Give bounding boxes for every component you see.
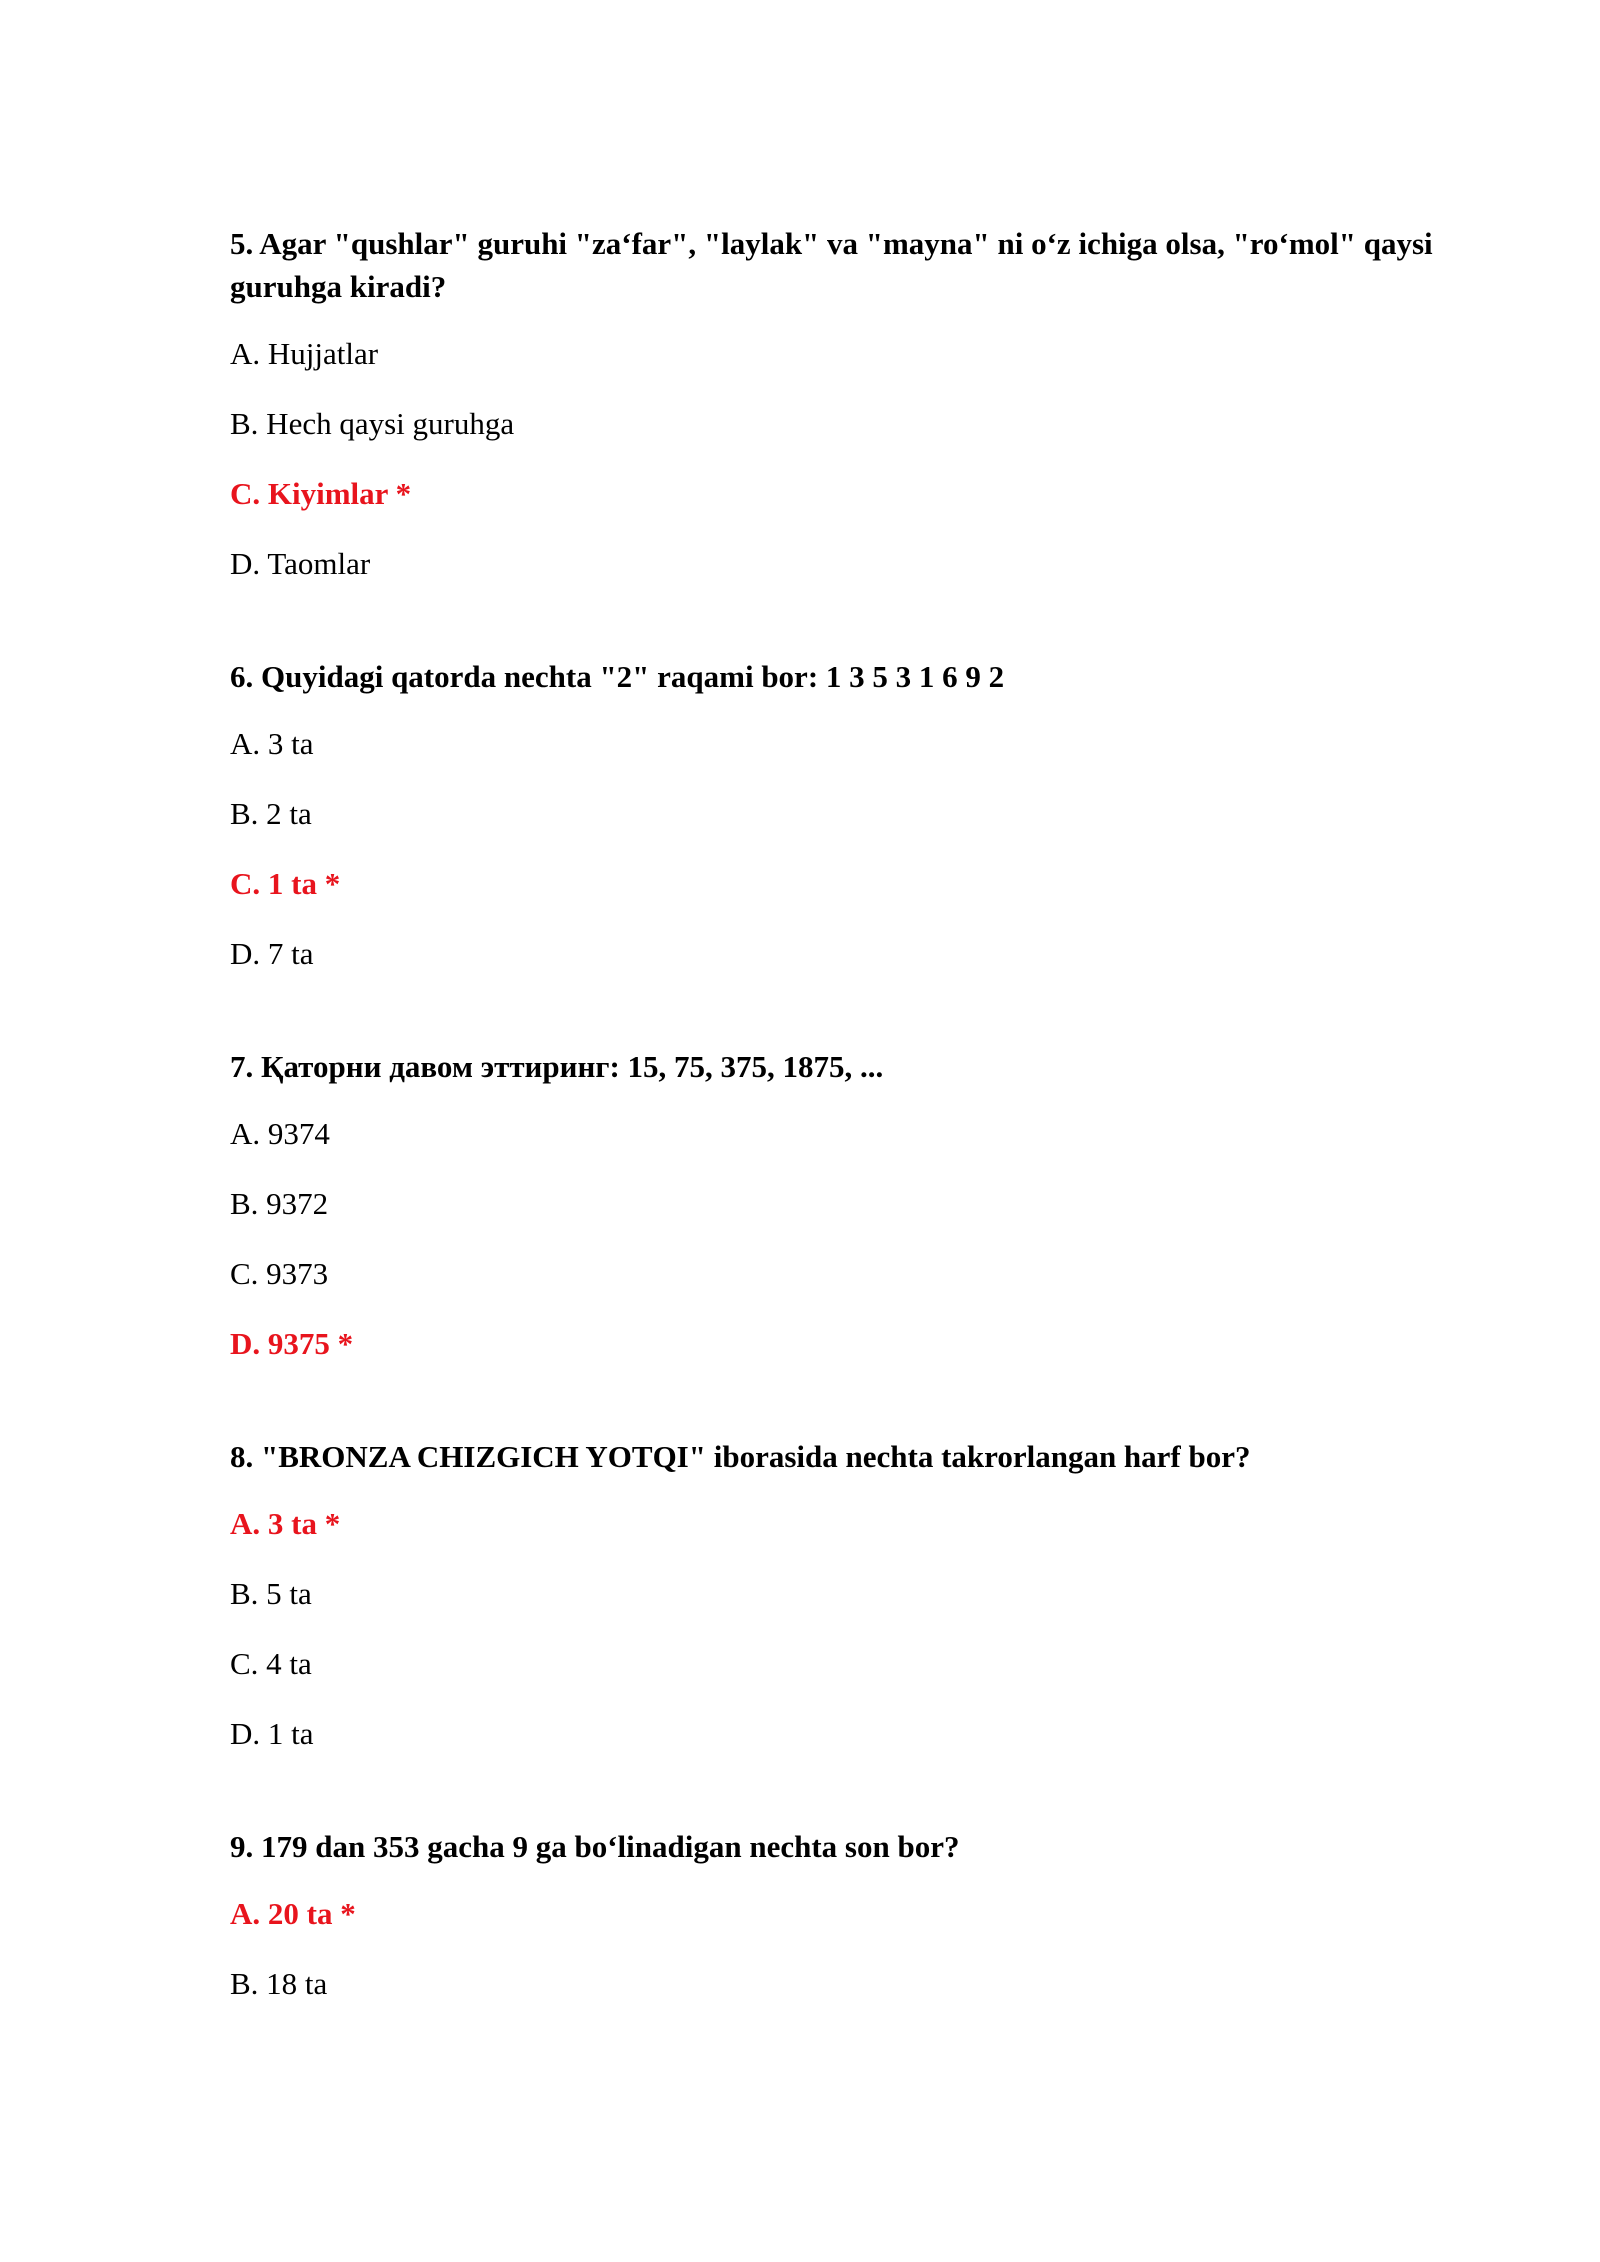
option-a-correct: A. 3 ta * (230, 1506, 341, 1541)
question-8 (230, 1435, 1510, 1755)
option-b: B. 2 ta (230, 796, 312, 831)
question-7 (230, 1045, 1510, 1365)
question-text: 6. Quyidagi qatorda nechta "2" raqami bor: 1 3 5 3 1 6 9 2 (230, 659, 1005, 694)
option-c: C. 4 ta (230, 1646, 312, 1681)
option-c: C. 9373 (230, 1256, 329, 1291)
option-d: D. 7 ta (230, 936, 314, 971)
question-text: 8. "BRONZA CHIZGICH YOTQI" iborasida nechta takrorlangan harf bor? (230, 1439, 1251, 1474)
option-d-correct: D. 9375 * (230, 1326, 354, 1361)
question-text: 9. 179 dan 353 gacha 9 ga bo‘linadigan nechta son bor? (230, 1829, 960, 1864)
option-a: A. 9374 (230, 1116, 330, 1151)
option-b: B. 18 ta (230, 1966, 328, 2001)
question-list (230, 222, 1510, 2075)
option-c-correct: C. Kiyimlar * (230, 476, 412, 511)
option-a: A. Hujjatlar (230, 336, 379, 371)
question-9 (230, 1825, 1510, 2005)
question-text: 5. Agar "qushlar" guruhi "za‘far", "laylak" va "mayna" ni o‘z ichiga olsa, "ro‘mol" qaysi guruhga kiradi? (230, 226, 1433, 304)
option-b: B. 5 ta (230, 1576, 312, 1611)
option-a-correct: A. 20 ta * (230, 1896, 356, 1931)
option-c-correct: C. 1 ta * (230, 866, 341, 901)
option-b: B. 9372 (230, 1186, 329, 1221)
option-a: A. 3 ta (230, 726, 314, 761)
option-b: B. Hech qaysi guruhga (230, 406, 515, 441)
option-d: D. Taomlar (230, 546, 371, 581)
question-text: 7. Қаторни давом эттиринг: 15, 75, 375, 1875, ... (230, 1049, 884, 1084)
question-5 (230, 222, 1510, 585)
question-6 (230, 655, 1510, 975)
option-d: D. 1 ta (230, 1716, 314, 1751)
